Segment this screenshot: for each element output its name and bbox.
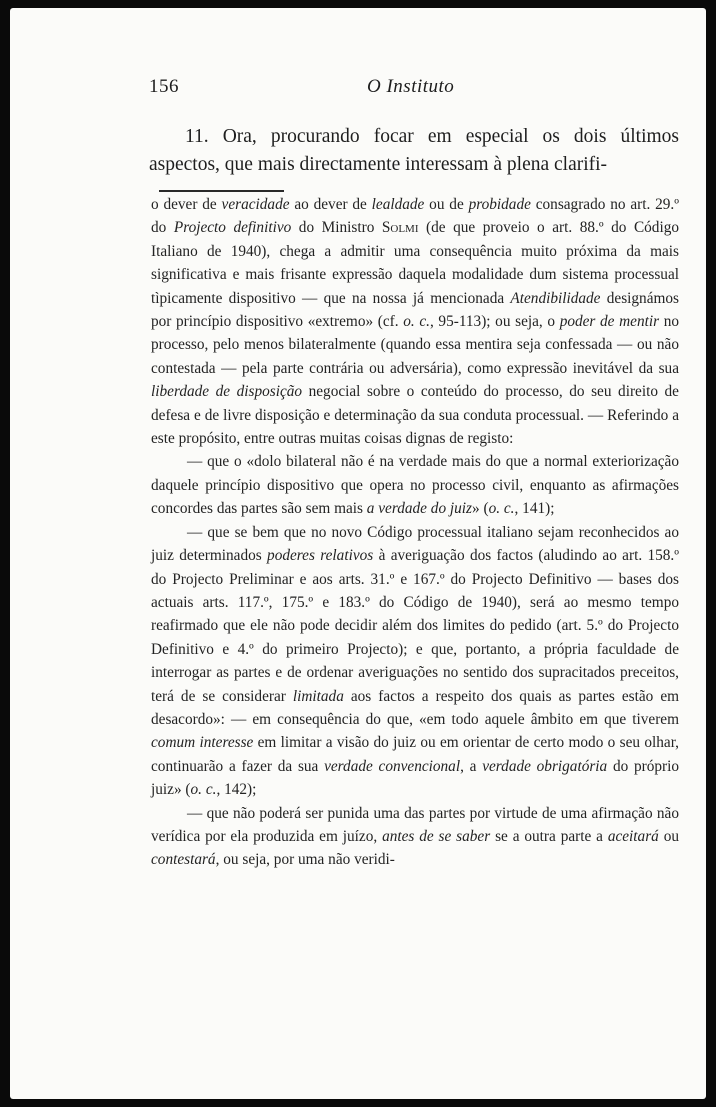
footnote-paragraph-1: o dever de veracidade ao dever de lealdade ou de probidade consagrado no art. 29.º do Projecto definitivo do Ministro Solmi (de que proveio o art. 88.º do Código Italiano de 1940), chega a admitir uma consequência muito próxima da mais significativa e mais frisante expressão daquela modalidade dum sistema processual tìpicamente dispositivo — que na nossa já mencionada Atendibilidade designámos por princípio dispositivo «extremo» (cf. o. c., 95-113); ou seja, o poder de mentir no processo, pelo menos bilateralmente (quando essa mentira seja confessada — ou não contestada — pela parte contrária ou adversária), como expressão inevitável da sua liberdade de disposição negocial sobre o conteúdo do processo, do seu direito de defesa e de livre disposição e determinação da sua conduta processual. — Referindo a este propósito, entre outras muitas coisas dignas de registo: [151,196,679,448]
book-page [10,8,706,1099]
footnote [151,193,679,872]
footnote-rule [159,190,284,192]
footnote-paragraph-3: — que se bem que no novo Código processual italiano sejam reconhecidos ao juiz determinados poderes relativos à averiguação dos factos (aludindo ao art. 158.º do Projecto Preliminar e aos arts. 31.º e 167.º do Projecto Definitivo — bases dos actuais arts. 117.º, 175.º e 183.º do Código de 1940), será ao mesmo tempo reafirmado que ele não pode decidir além dos limites do pedido (art. 5.º do Projecto Definitivo e 4.º do primeiro Projecto); e que, portanto, a própria faculdade de interrogar as partes e de ordenar averiguações no sentido dos supracitados preceitos, terá de se considerar limitada aos factos a respeito dos quais as partes estão em desacordo»: — em consequência do que, «em todo aquele âmbito em que tiverem comum interesse em limitar a visão do juiz ou em orientar de certo modo o seu olhar, continuarão a fazer da sua verdade convencional, a verdade obrigatória do próprio juiz» (o. c., 142); [151,523,680,799]
page-number: 156 [149,76,179,97]
body-paragraph [149,123,679,179]
running-title: O Instituto [367,76,455,97]
page-header [149,76,569,106]
body-text: 11. Ora, procurando focar em especial os dois últimos aspectos, que mais directamente interessam à plena clarifi- [149,126,679,175]
footnote-paragraph-2: — que o «dolo bilateral não é na verdade mais do que a normal exteriorização daquele princípio dispositivo que opera no processo civil, enquanto as afirmações concordes das partes são sem mais a verdade do juiz» (o. c., 141); [151,453,679,518]
footnote-paragraph-4: — que não poderá ser punida uma das partes por virtude de uma afirmação não verídica por ela produzida em juízo, antes de se saber se a outra parte a aceitará ou contestará, ou seja, por uma não veridi- [151,804,679,869]
